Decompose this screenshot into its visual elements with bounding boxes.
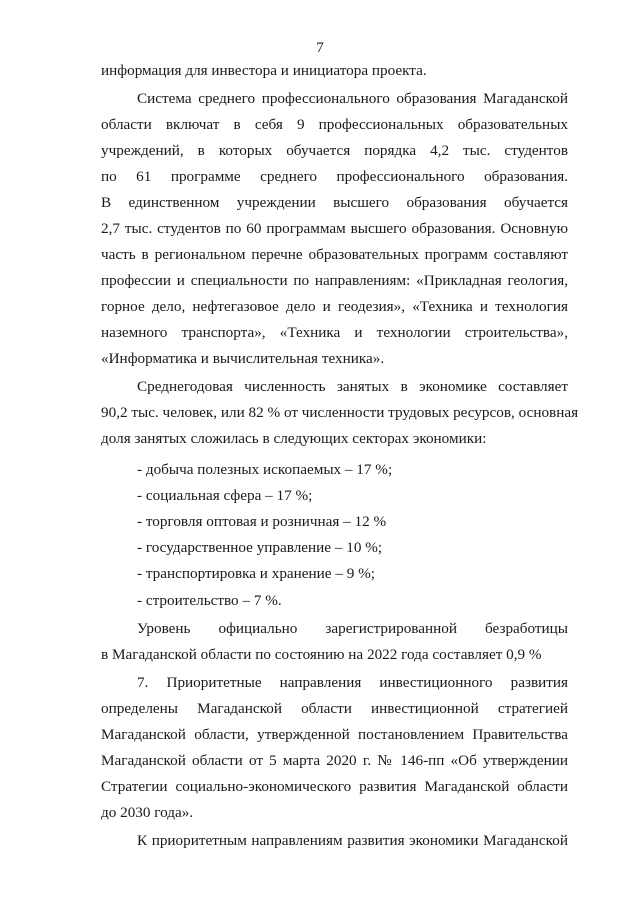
text-line: Уровень официально зарегистрированной безработицы — [137, 620, 568, 637]
text-line: В единственном учреждении высшего образования обучается — [101, 194, 568, 211]
text-line: Среднегодовая численность занятых в экономике составляет — [137, 378, 568, 395]
text-line: до 2030 года». — [101, 804, 194, 821]
text-line: К приоритетным направлениям развития экономики Магаданской — [137, 832, 568, 849]
page-number: 7 — [316, 40, 324, 56]
text-line: 7. Приоритетные направления инвестиционного развития — [137, 674, 568, 691]
text-line: определены Магаданской области инвестиционной стратегией — [101, 700, 568, 717]
text-line: Магаданской области от 5 марта 2020 г. № 146-пп «Об утверждении — [101, 752, 568, 769]
text-line: по 61 программе среднего профессионального образования. — [101, 168, 568, 185]
list-item: - государственное управление – 10 %; — [137, 539, 383, 556]
text-line: 2,7 тыс. студентов по 60 программам высшего образования. Основную — [101, 220, 568, 237]
list-item: - транспортировка и хранение – 9 %; — [137, 565, 375, 582]
text-line: учреждений, в которых обучается порядка 4,2 тыс. студентов — [101, 142, 568, 159]
text-line: часть в региональном перечне образовательных программ составляют — [101, 246, 568, 263]
text-line: области включат в себя 9 профессиональных образовательных — [101, 116, 568, 133]
list-item: - социальная сфера – 17 %; — [137, 487, 313, 504]
text-line: профессии и специальности по направлениям: «Прикладная геология, — [101, 272, 568, 289]
text-line: наземного транспорта», «Техника и технологии строительства», — [101, 324, 568, 341]
text-line: «Информатика и вычислительная техника». — [101, 350, 385, 367]
text-line: 90,2 тыс. человек, или 82 % от численности трудовых ресурсов, основная — [101, 404, 579, 421]
list-item: - добыча полезных ископаемых – 17 %; — [137, 461, 393, 478]
text-line: горное дело, нефтегазовое дело и геодезия», «Техника и технология — [101, 298, 568, 315]
text-line: Система среднего профессионального образования Магаданской — [137, 90, 568, 107]
text-line: Магаданской области, утвержденной постановлением Правительства — [101, 726, 568, 743]
text-line: Стратегии социально-экономического развития Магаданской области — [101, 778, 568, 795]
text-line: информация для инвестора и инициатора проекта. — [101, 62, 427, 79]
list-item: - строительство – 7 %. — [137, 592, 282, 609]
text-line: доля занятых сложилась в следующих секторах экономики: — [101, 430, 487, 447]
text-line: в Магаданской области по состоянию на 2022 года составляет 0,9 % — [101, 646, 542, 663]
list-item: - торговля оптовая и розничная – 12 % — [137, 513, 387, 530]
